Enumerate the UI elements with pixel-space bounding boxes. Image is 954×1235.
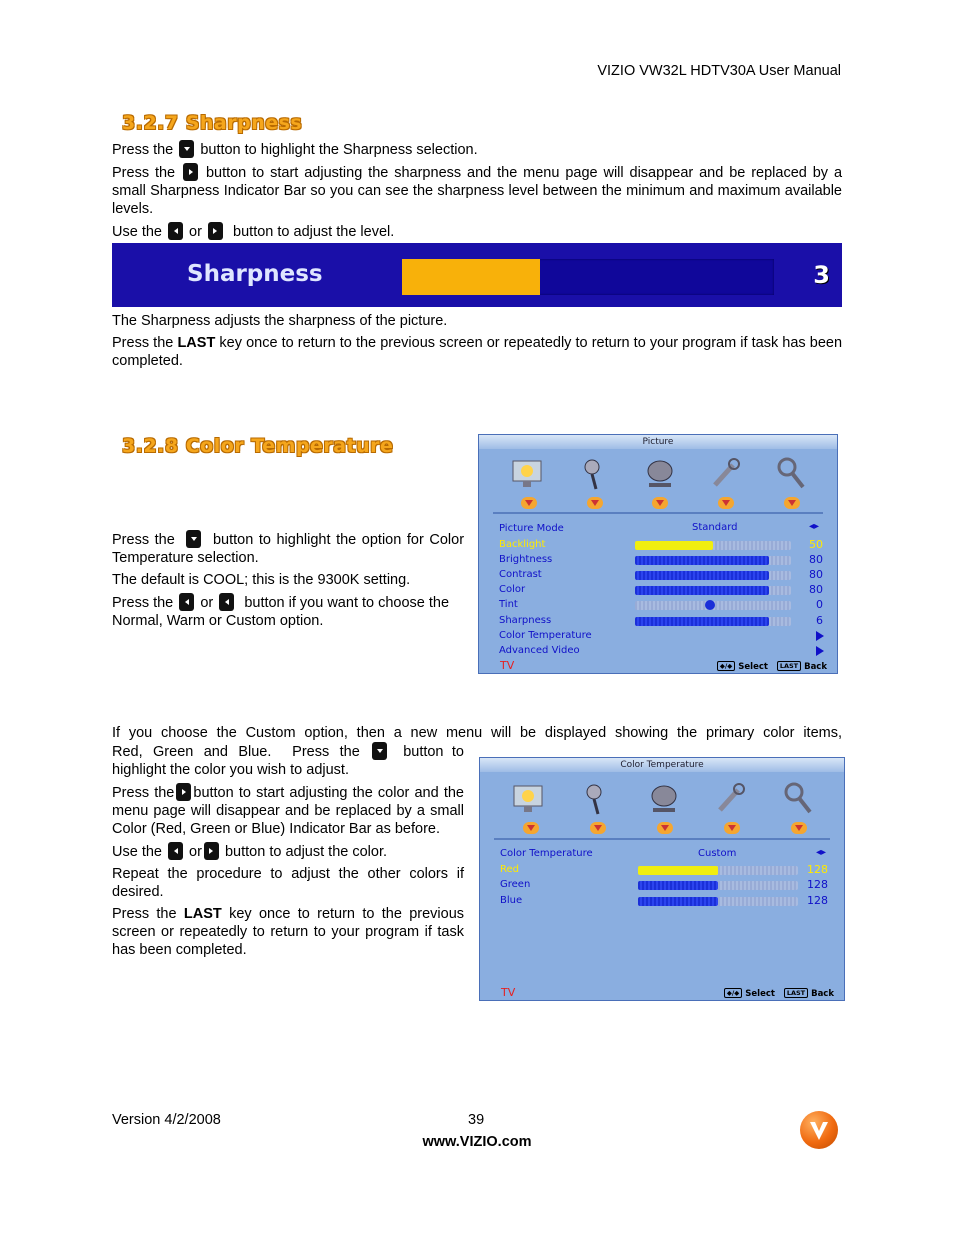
instruction-line [112,530,464,567]
text: button to start adjusting the color and the menu page will disappear and be replaced by a small Color (Red, Green or Blue) Indicator Bar as before. [112,785,464,837]
right-arrow-key-icon [204,842,219,860]
menu-item-color-temperature[interactable]: Color Temperature [499,630,592,641]
parental-key-icon [780,780,818,818]
down-arrow-key-icon [186,530,201,548]
select-hint: Select [738,662,768,672]
menu-divider [494,838,830,840]
text: Press the [112,335,174,351]
menu-arrow-icon [590,822,606,834]
sharpness-instructions [112,140,842,241]
color-fill [635,586,769,595]
text: Press the [112,906,177,922]
picture-mode-value: Standard [692,522,738,533]
menu-footer-hints [717,661,827,672]
sharpness-bar-track [402,259,774,295]
source-label: TV [501,986,516,999]
last-key-label: LAST [177,335,216,351]
setup-icon [712,780,750,818]
instruction-line [112,163,842,218]
menu-footer-hints [724,988,834,999]
text: Press the [112,165,176,181]
color-temperature-mode-label[interactable]: Color Temperature [500,848,593,859]
tv-icon [645,780,683,818]
menu-item-blue[interactable]: Blue [500,895,523,906]
menu-arrow-icon [784,497,800,509]
brightness-fill [635,556,769,565]
red-fill [638,866,718,875]
contrast-fill [635,571,769,580]
menu-icon-strip [479,451,837,513]
menu-arrow-icon [791,822,807,834]
color-temp-menu-title: Color Temperature [480,758,844,772]
select-hint: Select [745,989,775,999]
note-line [112,334,842,370]
menu-item-tint[interactable]: Tint [499,599,518,610]
contrast-value: 80 [809,568,823,581]
sharpness-bar-fill [402,259,540,295]
custom-paragraph-col [112,742,464,959]
down-arrow-key-icon [372,742,387,760]
last-key-icon: LAST [777,661,801,671]
right-arrow-key-icon [176,783,191,801]
text: or [189,844,202,860]
menu-item-contrast[interactable]: Contrast [499,569,542,580]
select-keys-icon: ◆/◆ [724,988,742,998]
picture-icon [509,455,547,493]
text: key once to return to the previous screen or repeatedly to return to your program if task has been completed. [112,906,465,958]
menu-arrow-icon [521,497,537,509]
backlight-value: 50 [809,538,823,551]
sharpness-fill [635,617,769,626]
brightness-track [635,556,791,565]
menu-icon-strip [480,774,844,836]
version-label: Version 4/2/2008 [112,1112,221,1128]
vizio-logo-icon [800,1111,838,1149]
manual-title: VIZIO VW32L HDTV30A User Manual [597,63,841,79]
custom-text-row: If you choose the Custom option, then a new menu will be displayed showing the primary color items, [112,725,842,741]
text: button to highlight the option for Color Temperature selection. [112,532,465,566]
sharpness-track [635,617,791,626]
page-number: 39 [468,1112,485,1128]
sharpness-bar-value: 3 [813,261,830,289]
setup-icon [707,455,745,493]
backlight-fill [635,541,713,550]
left-right-arrows-icon: ◂▸ [816,847,827,858]
text: or [189,224,202,240]
color-track [635,586,791,595]
right-arrow-key-icon [183,163,198,181]
red-track [638,866,798,875]
menu-arrow-icon [652,497,668,509]
text: button to start adjusting the sharpness and the menu page will disappear and be replaced by a small Sharpness Indicator Bar so you can see the sharpness level between the minimum and maximum available levels. [112,165,843,217]
instruction-line [112,593,464,630]
color-value: 80 [809,583,823,596]
blue-track [638,897,798,906]
menu-item-green[interactable]: Green [500,879,531,890]
back-hint: Back [804,662,827,672]
text: button to highlight the Sharpness selection. [200,142,478,158]
sharpness-indicator-bar [112,243,842,307]
down-arrow-key-icon [179,140,194,158]
instruction-line [112,905,464,959]
color-temperature-menu-screenshot [479,757,845,1001]
text: Press the [112,785,175,801]
left-arrow-key-icon [219,593,234,611]
text: button to adjust the level. [233,224,395,240]
green-fill [638,881,718,890]
color-temperature-heading: 3.2.8 Color Temperature [122,435,394,457]
last-key-icon: LAST [784,988,808,998]
menu-arrow-icon [657,822,673,834]
menu-item-backlight[interactable]: Backlight [499,539,546,550]
green-value: 128 [807,878,828,891]
sharpness-notes [112,312,842,370]
tint-track [635,601,791,610]
color-temperature-mode-value: Custom [698,848,737,859]
brightness-value: 80 [809,553,823,566]
menu-item-color[interactable]: Color [499,584,526,595]
instruction-line: The default is COOL; this is the 9300K setting. [112,572,411,588]
menu-arrow-icon [523,822,539,834]
color-temp-instructions [112,530,464,630]
instruction-line: Repeat the procedure to adjust the other colors if desired. [112,866,464,900]
sharpness-bar-label: Sharpness [187,261,323,287]
blue-fill [638,897,718,906]
right-arrow-key-icon [208,222,223,240]
backlight-track [635,541,791,550]
left-arrow-key-icon [168,222,183,240]
text: Press the [112,142,174,158]
text: button if you want to choose the Normal, Warm or Custom option. [112,595,450,629]
picture-mode-label[interactable]: Picture Mode [499,523,564,534]
submenu-arrow-icon [816,646,824,656]
tint-slider-knob [705,600,715,610]
text: Press the [112,532,175,548]
instruction-line [112,842,464,861]
menu-divider [493,512,823,514]
sharpness-value: 6 [816,614,823,627]
text: Use the [112,844,162,860]
left-arrow-key-icon [168,842,183,860]
contrast-track [635,571,791,580]
menu-item-sharpness[interactable]: Sharpness [499,615,552,626]
menu-item-advanced-video[interactable]: Advanced Video [499,645,580,656]
tv-icon [641,455,679,493]
blue-value: 128 [807,894,828,907]
custom-text-row: Red, Green and Blue. Press the button to highlight the color you wish to adjust. [112,744,464,778]
text: key once to return to the previous screen or repeatedly to return to your program if task has been completed. [112,335,843,369]
picture-menu-screenshot [478,434,838,674]
menu-arrow-icon [587,497,603,509]
instruction-line [112,140,842,159]
audio-icon [576,455,614,493]
sharpness-heading: 3.2.7 Sharpness [122,112,303,134]
select-keys-icon: ◆/◆ [717,661,735,671]
menu-arrow-icon [724,822,740,834]
text: or [200,595,214,611]
instruction-line [112,783,464,838]
green-track [638,881,798,890]
tint-value: 0 [816,598,823,611]
picture-menu-title: Picture [479,435,837,449]
red-value: 128 [807,863,828,876]
instruction-line [112,222,842,241]
audio-icon [578,780,616,818]
menu-item-brightness[interactable]: Brightness [499,554,553,565]
submenu-arrow-icon [816,631,824,641]
picture-icon [510,780,548,818]
last-key-label: LAST [183,906,222,922]
menu-arrow-icon [718,497,734,509]
text: Press the [112,595,174,611]
text: button to adjust the color. [224,844,388,860]
left-arrow-key-icon [179,593,194,611]
website-link[interactable]: www.VIZIO.com [422,1134,532,1150]
left-right-arrows-icon: ◂▸ [809,521,820,532]
note-line: The Sharpness adjusts the sharpness of the picture. [112,313,448,329]
menu-item-red[interactable]: Red [500,864,519,875]
source-label: TV [500,659,515,672]
back-hint: Back [811,989,834,999]
parental-key-icon [773,455,811,493]
text: Use the [112,224,162,240]
custom-paragraph [112,724,842,742]
